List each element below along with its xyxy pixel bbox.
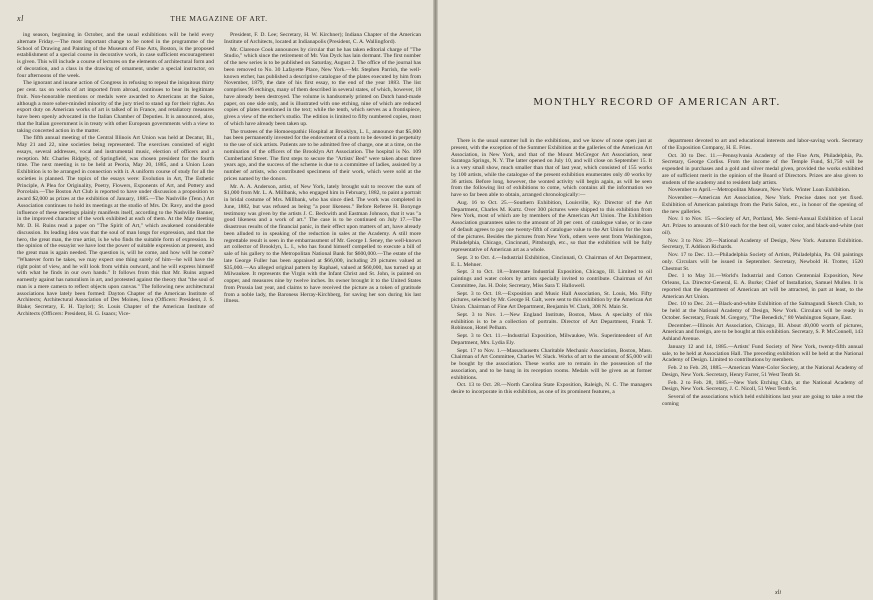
right-column-1 <box>451 138 652 578</box>
paragraph: The trustees of the Homoeopathic Hospital at Brooklyn, L. I., announce that $5,000 has been permanently invested for the endowment of a room to be devoted in perpetuity to the use of sick artists. Patients are to be admitted free of charge, one at a time, on the nomination of the officers of the Brooklyn Art Association. The hospital is No. 109 Cumberland Street. The first steps to secure the "Artists' Bed" were taken about three years ago, and the success of the scheme is due to a committee of ladies, assisted by a number of artists, who contributed specimens of their work, which were sold at the prices named by the donors. <box>224 128 421 182</box>
paragraph: There is the usual summer lull in the exhibitions, and we know of none open just at present, with the exception of the Summer Exhibition at the galleries of the American Art Association, in New York, and that of the Mount McGregor Art Association, near Saratoga Springs, N. Y. The latter opened on July 10, and will close on September 15. It is a very small show, much smaller than that of last year, which consisted of 155 works by 100 artists, while the catalogue of the present exhibition enumerates only 40 works by 36 artists. Before long, however, the wonted activity will begin again, as will be seen from the following list of exhibitions to come, which contains all the information we have so far been able to obtain, arranged chronologically:— <box>451 138 652 198</box>
page-number: xl <box>17 14 24 23</box>
paragraph: department devoted to art and educational interests and labor-saving work. Secretary of the Exposition Company, H. E. Fries. <box>662 138 863 151</box>
paragraph: January 12 and 14, 1885.—Artists' Fund Society of New York, twenty-fifth annual sale, to be held at Association Hall. The preceding exhibition will be held at the National Academy of Design. Limited to contributions by members. <box>662 343 863 364</box>
paragraph: Sept. 3 to Oct. 11.—Industrial Exposition, Milwaukee, Wis. Superintendent of Art Department, Mrs. Lydia Ely. <box>451 333 652 346</box>
paragraph: The ignorant and insane action of Congress in refusing to repeal the iniquitous thirty per cent. tax on works of art imported from abroad, continues to bear its legitimate fruit. Non-honorable mentions or medals were awarded to Americans at the Salon, although a more sober-minded minority of the jury tried to stand up for their rights. An export duty on American works of art is talked of in France, and retaliatory measures have been openly advocated in the Italian Chamber of Deputies. It is announced, also, that the Italian government is in treaty with other European governments with a view to taking concerted action in the matter. <box>17 80 214 134</box>
left-page-header <box>17 8 421 28</box>
left-column-1 <box>17 32 214 598</box>
paragraph: Oct. 30 to Dec. 11.—Pennsylvania Academy of the Fine Arts, Philadelphia, Pa. Secretary, George Corliss. From the income of the Temple Fund, $1,750 will be expended in purchases and a gold and silver medal given, provided the works exhibited are of sufficient merit in the opinion of the Board of Directors. Prizes are also given to students of the academy and to resident lady artists. <box>662 152 863 186</box>
paragraph: Sept. 3 to Nov. 1.—New England Institute, Boston, Mass. A specialty of this exhibition is to be a collection of portraits. Director of Art Department, Frank T. Robinson, Hotel Pelham. <box>451 311 652 332</box>
section-title: MONTHLY RECORD OF AMERICAN ART. <box>533 96 781 108</box>
paragraph: December.—Illinois Art Association, Chicago, Ill. About 40,000 worth of pictures, American and foreign, are to be bought at this exhibition. Secretary, S. P. McConnell, 143 Ashland Avenue. <box>662 322 863 342</box>
left-column-2 <box>224 32 421 598</box>
left-page <box>0 0 433 600</box>
paragraph: Several of the associations which held exhibitions last year are going to take a rest the coming <box>662 394 863 407</box>
paragraph: November to April.—Metropolitan Museum, New York. Winter Loan Exhibition. <box>668 187 851 194</box>
paragraph: Nov. 3 to Nov. 29.—National Academy of Design, New York. Autumn Exhibition. Secretary, T. Addison Richards. <box>662 237 863 251</box>
paragraph: Sept. 3 to Oct. 18.—Interstate Industrial Exposition, Chicago, Ill. Limited to oil paintings and water colors by artists specially invited to contribute. Chairman of Art Committee, Jas. H. Dole; Secretary, Miss Sara T. Hallowell. <box>451 269 652 289</box>
paragraph: Dec. 1 to May 31.—World's Industrial and Cotton Centennial Exposition, New Orleans, La. Director-General, E. A. Burke; Chief of Installation, Samuel Mullen. It is reported that the department of American art will be attracted, in part at least, to the American Art Union. <box>662 273 863 300</box>
paragraph: November.—American Art Association, New York. Precise dates not yet fixed. Exhibition of American paintings from the Paris Salon, etc., in honor of the opening of the new galleries. <box>662 195 863 215</box>
bottom-page-number: xli <box>775 590 781 596</box>
paragraph: The fifth annual meeting of the Central Illinois Art Union was held at Decatur, Ill., May 21 and 22, nine societies being represented. The exercises consisted of eight essays, several addresses, vocal and instrumental music, election of officers and a reception. Mr. Charles Ridgely, of Springfield, was chosen president for the fourth time. The next meeting is to be held at Peoria, May 20, 1885, and a Union Loan Exhibition is to be arranged in connection with it. A uniform course of study for all the societies is planned. The topics of the essays were: Evolution in Art, The Esthetic Principle, A Plea for Originality, Poetry, Flowers, Exponents of Art, and Pottery and Porcelain.—The Boston Art Club is reported to have under discussion a proposition to award $2,000 as prizes at the exhibition of January, 1885.—The Nashville (Tenn.) Art Association continues to hold its meetings at the studio of Mrs. Dr. Ravy, and the good influence of these meetings plainly manifests itself, according to the Nashville Banner, in the improved character of the work exhibited at each of them. At the May meeting Mr. D. H. Ruins read a paper on "The Spirit of Art," which awakened considerable discussion. Its leading idea was that the soul of man longs for expression, and that the hero, the great man, the true artist, is he who finds the suitable form of expression. In the opinion of the essayist we have lost the power of suitable expression at present, and the great man is again needed. The question is, will he come, and how will he come? "Whatever form he takes, we may expect one thing surely of him—he will have the right point of view, and he will look from within outward, and he will express himself with what he finds in our own hands." It follows from this that Mr. Ruins argued earnestly against has naturalism in art, and protested against the theory that "the soul of man is a mere camera to reflect objects upon canvas." The following new architectural associations have lately been formed: Dayton Chapter of the American Institute of Architects; Architectural Association of Des Moines, Iowa (Officers: President, J. S. Blake; Secretary, E. H. Taylor); St. Louis Chapter of the American Institute of Architects (Officers: President, H. G. Isaacs; Vice- <box>17 135 214 317</box>
paragraph: Nov. 17 to Dec. 13.—Philadelphia Society of Artists, Philadelphia, Pa. Oil paintings only. Circulars will be issued in September. Secretary, Newbold H. Trotter, 1520 Chestnut St. <box>662 252 863 272</box>
right-title-block <box>451 8 863 138</box>
paragraph: Mr. A. A. Anderson, artist, of New York, lately brought suit to recover the sum of $1,000 from Mr. L. A. Millbank, who engaged him in February, 1882, to paint a portrait in bridal costume of Mrs. Millbank, who has since died. The work was completed in June, 1882, but was refused as being "a poor likeness." Before Referee H. Bonynge testimony was given by the artists J. C. Beckwith and Eastman Johnson, that it was "a good likeness and a work of art." The case is to be continued on July 17.—The disastrous results of the financial panic, in their effect upon matters of art, have already been alluded to in speaking of the reduction in sales at the Academy. A still more regrettable result is seen in the embarrassment of Mr. George I. Seney, the well-known art collector of Brooklyn, L. I., who has found himself compelled to execute a bill of sale of his gallery to the Metropolitan National Bank for $600,000.—The estate of the late George Fuller has been appraised at $66,000, including 29 pictures valued at $35,000.—An alleged original pattern by Raphael, valued at $60,000, has turned up at Milwaukee. It represents the Virgin with the Infant Christ and St. John, is painted on copper, and measures nine by twelve inches. Its owner brought it to the United States from Prussia last year, and claims to have received the picture as a token of gratitude from a noble lady, the Baroness Herray-Kirchberg, for saving her son during his last illness. <box>224 183 421 305</box>
paragraph: Sept. 3 to Oct. 18.—Exposition and Music Hall Association, St. Louis, Mo. Fifty pictures, selected by Mr. George H. Galt, were sent to this exhibition by the American Art Union. Chairman of Fine Art Department, Benjamin W. Clark, 308 N. Main St. <box>451 290 652 310</box>
paragraph: ing season, beginning in October, and the usual exhibitions will be held every alternate Friday.—The most important change to be noted in the programme of the School of Drawing and Painting of the Museum of Fine Arts, Boston, is the proposed establishment of a special course in decorative work, in case sufficient encouragement is given. This will include a course of lectures on the elements of architectural form and of decoration, and a class in the drawing of ornament, under a special instructor, on four afternoons of the week. <box>17 32 214 79</box>
paragraph: President, F. D. Lee; Secretary, H. W. Kirchner); Indiana Chapter of the American Institute of Architects, located at Indianapolis (President, C. A. Wallingford). <box>224 32 421 45</box>
paragraph: Sept. 3 to Oct. 4.—Industrial Exhibition, Cincinnati, O. Chairman of Art Department, E. L. Mehner. <box>451 254 652 268</box>
paragraph: Mr. Clarence Cook announces by circular that he has taken editorial charge of "The Studio," which since the retirement of Mr. Van Dyck has lain dormant. The first number of the new series is to be published on Saturday, August 2. The office of the journal has been removed to No. 30 Lafayette Place, New York.—Mr. Stephen Parrish, the well-known etcher, has published a descriptive catalogue of the plates executed by him from November, 1879, the date of his first essay, to the end of the year 1883. The list comprises 96 etchings, many of them described in several states, of which, however, 18 have already been destroyed. The volume is handsomely printed on Dutch hand-made paper, on one side only, and is illustrated with one etching, nine of which are reduced copies of plates mentioned in the text; while the tenth, which serves as a frontispiece, gives a view of the etcher's studio. The edition is limited to fifty numbered copies, most of which have already been taken up. <box>224 46 421 127</box>
paragraph: Sept. 17 to Nov. 1.—Massachusetts Charitable Mechanic Association, Boston, Mass. Chairman of Art Committee, Charles W. Slack. Works of art to the amount of $5,000 will be bought by the association. These works are to remain in the possession of the association, and to be hung in its reception rooms. Medals will be given as at former exhibitions. <box>451 347 652 381</box>
paragraph: Oct. 13 to Oct. 28.—North Carolina State Exposition, Raleigh, N. C. The managers desire to incorporate in this exhibition, as one of its prominent features, a <box>451 382 652 395</box>
running-head: THE MAGAZINE OF ART. <box>170 14 268 23</box>
paragraph: Aug. 16 to Oct. 25.—Southern Exhibition, Louisville, Ky. Director of the Art Department, Charles M. Kurtz. Over 300 pictures were shipped to this exhibition from New York, most of which are by members of the American Art Union. The Exhibition Association guarantees sales to the amount of 20 per cent. of catalogue value, or in case of default agrees to pay one twenty-fifth of catalogue value to the Art Union for the loan of the pictures. Besides the pictures from New York, others were sent from Washington, Philadelphia, Chicago, Cincinnati, Pittsburgh, etc., so that the exhibition will be fully representative of American art as a whole. <box>451 199 652 253</box>
left-columns <box>17 32 421 598</box>
paragraph: Nov. 1 to Nov. 15.—Society of Art, Portland, Me. Semi-Annual Exhibition of Local Art. Prizes to amounts of $10 each for the best oil, water color, and black-and-white (not oil). <box>662 216 863 236</box>
right-columns <box>451 138 863 578</box>
paragraph: Feb. 2 to Feb. 28, 1885.—New York Etching Club, at the National Academy of Design, New York. Secretary, J. C. Nicoll, 51 West Tenth St. <box>662 379 863 393</box>
right-page <box>438 0 873 600</box>
paragraph: Feb. 2 to Feb. 28, 1885.—American Water-Color Society, at the National Academy of Design, New York. Secretary, Henry Farrer, 51 West Tenth St. <box>662 365 863 378</box>
right-column-2 <box>662 138 863 578</box>
paragraph: Dec. 10 to Dec. 24.—Black-and-white Exhibition of the Salmagundi Sketch Club, to be held at the National Academy of Design, New York. Circulars will be ready in October. Secretary, Frank M. Gregory, "The Benedick," 80 Washington Square, East. <box>662 301 863 321</box>
